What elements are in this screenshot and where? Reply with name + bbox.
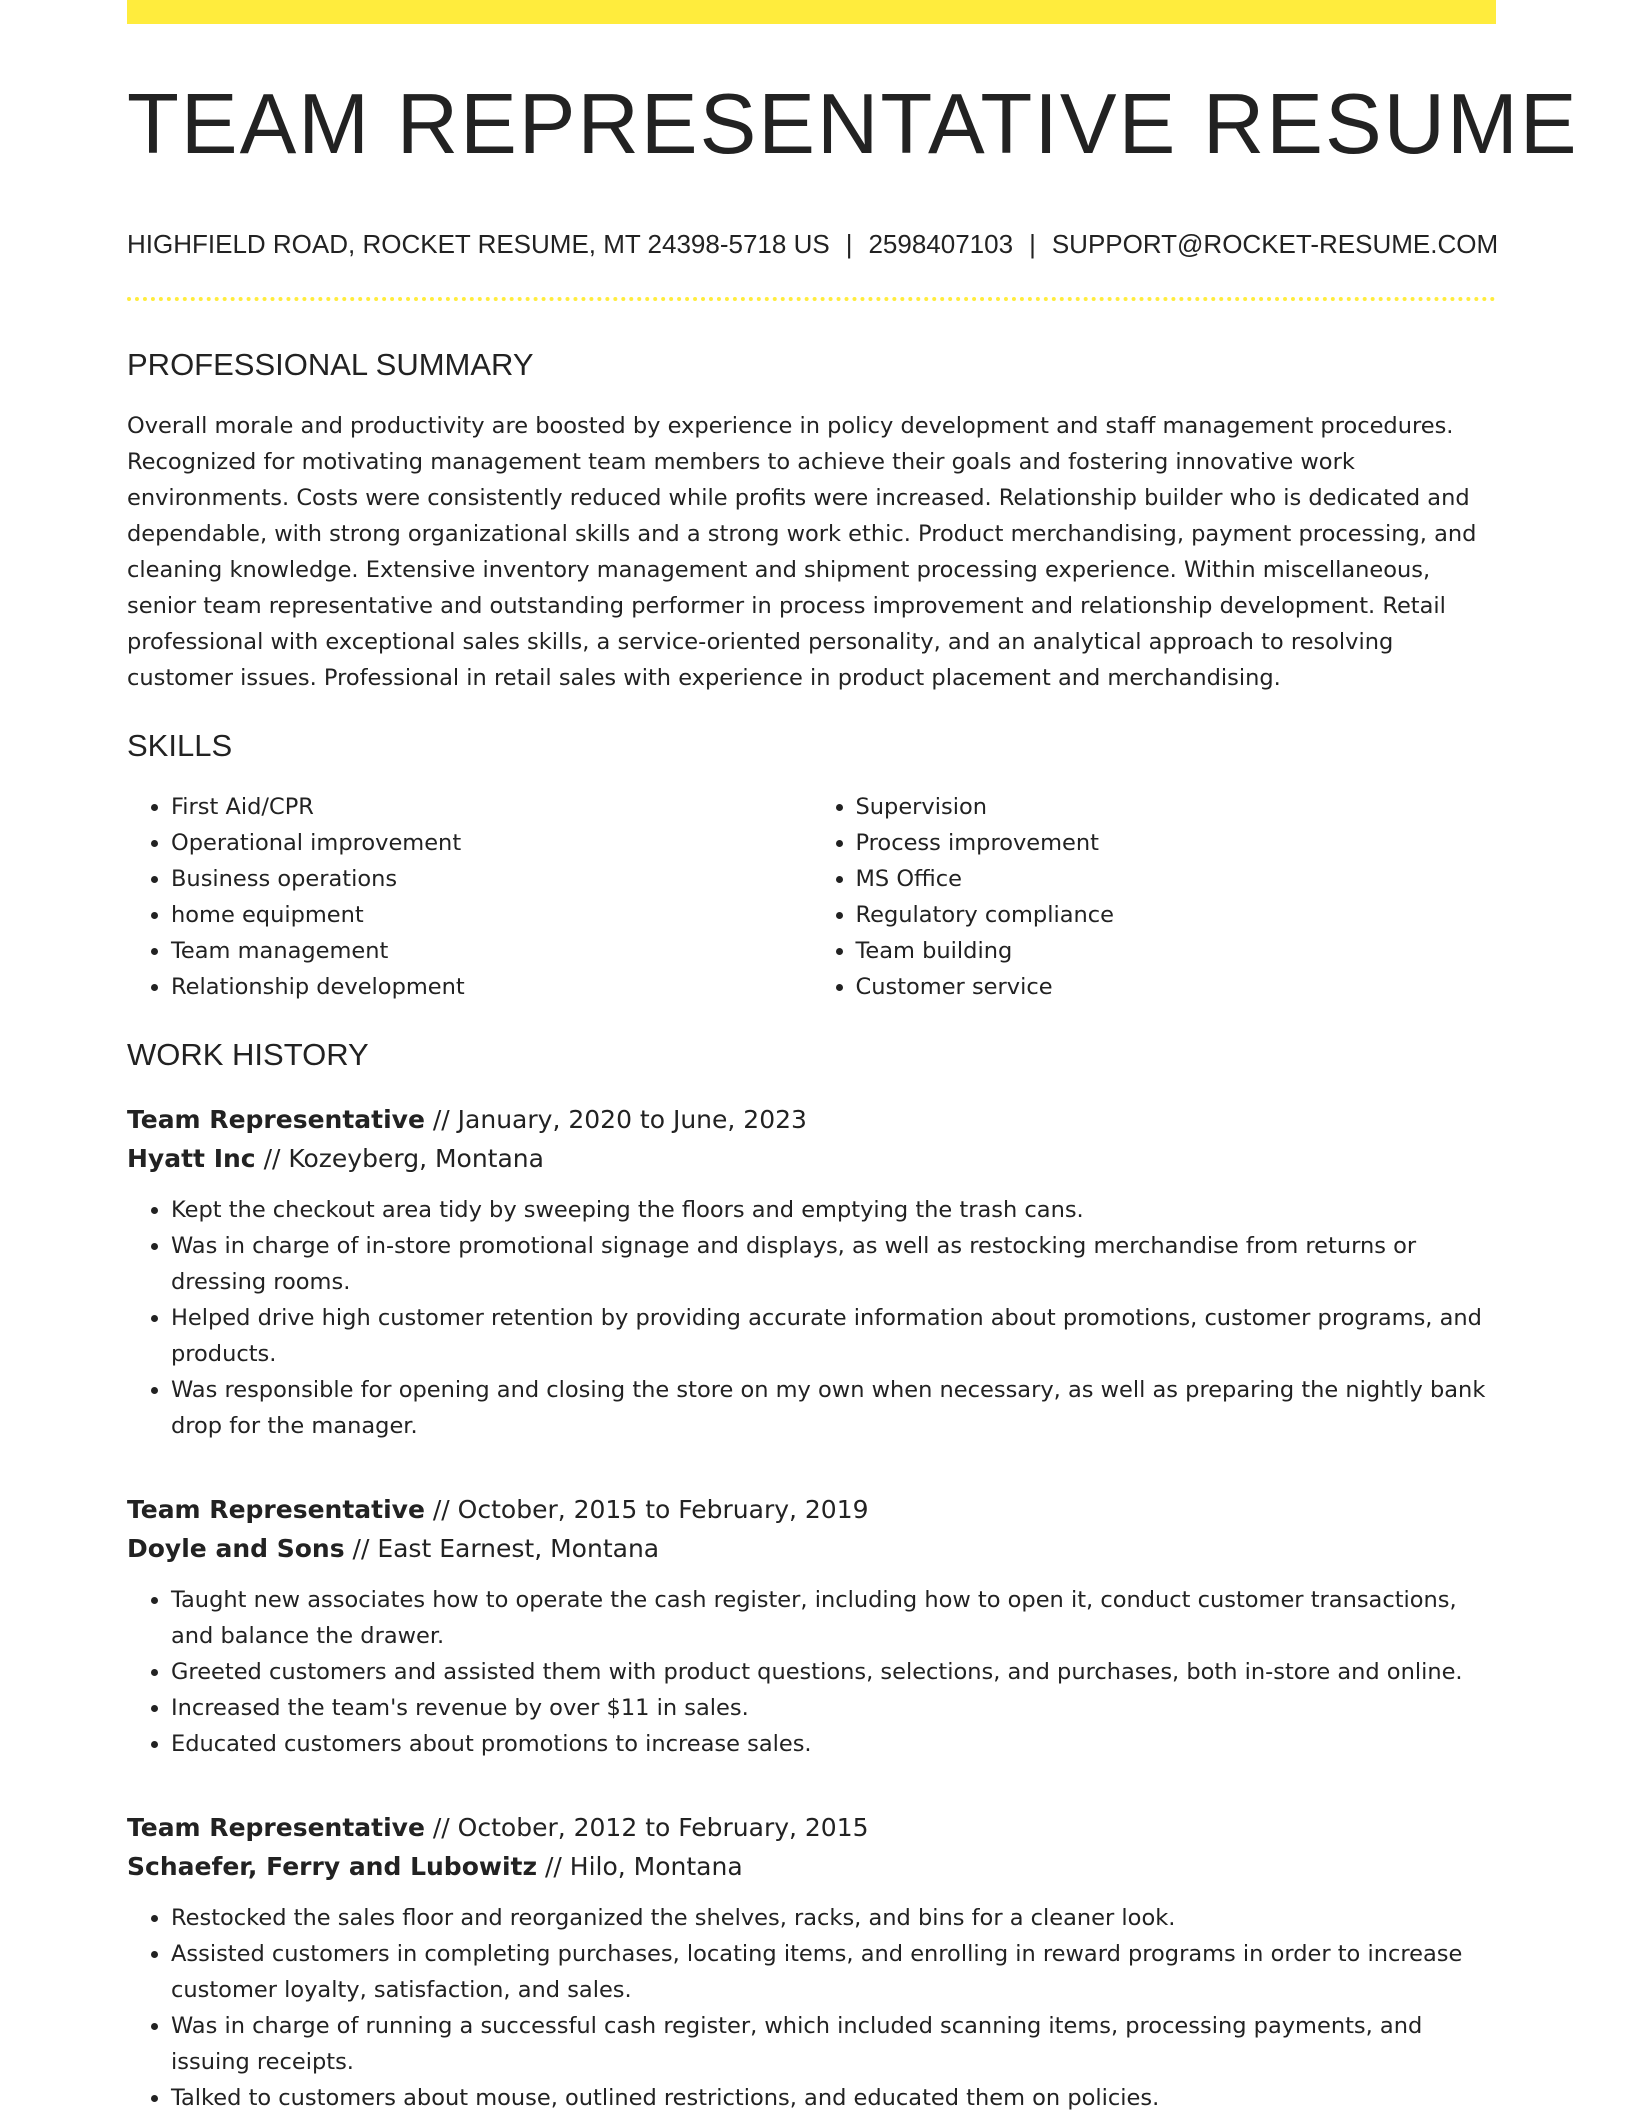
job-company-line [127,1139,1496,1178]
job-bullet: • Helped drive high customer retention by providing accurate information about promotions, customer programs, and products. [171,1300,1496,1372]
job-bullet: • Increased the team's revenue by over $11 in sales. [171,1690,1496,1726]
job-bullets [127,1900,1496,2116]
job-role: Team Representative [127,1495,425,1524]
skill-item: • Relationship development [171,969,812,1005]
skill-item: • MS Office [856,861,1497,897]
summary-heading: PROFESSIONAL SUMMARY [127,347,534,382]
job-company-line [127,1529,1496,1568]
skill-item: • Team management [171,933,812,969]
job-company-line [127,1847,1496,1886]
job-bullet: • Was responsible for opening and closing the store on my own when necessary, as well as preparing the nightly bank drop for the manager. [171,1372,1496,1444]
job-company: Schaefer, Ferry and Lubowitz [127,1852,538,1881]
job-bullet: • Was in charge of running a successful cash register, which included scanning items, processing payments, and issuing receipts. [171,2008,1496,2080]
job-role: Team Representative [127,1813,425,1842]
job-bullet: • Kept the checkout area tidy by sweeping the floors and emptying the trash cans. [171,1192,1496,1228]
job-company: Hyatt Inc [127,1144,256,1173]
work-history-heading: WORK HISTORY [127,1037,369,1072]
accent-bar [127,0,1496,24]
job-bullets [127,1582,1496,1762]
skills-column-right [812,789,1497,1005]
resume-page [127,0,1579,2116]
job-location: // Hilo, Montana [537,1852,743,1881]
skill-item: • Supervision [856,789,1497,825]
job-title-line [127,1100,1496,1139]
job-bullet: • Educated customers about promotions to increase sales. [171,1726,1496,1762]
contact-phone: 2598407103 [868,229,1014,259]
job-bullets [127,1192,1496,1444]
summary-text: Overall morale and productivity are boosted by experience in policy development and staff management procedures. Recognized for motivating management team members to achieve their goals and fostering innovative work environments. Costs were consistently reduced while profits were increased. Relationship builder who is dedicated and dependable, with strong organizational skills and a strong work ethic. Product merchandising, payment processing, and cleaning knowledge. Extensive inventory management and shipment processing experience. Within miscellaneous, senior team representative and outstanding performer in process improvement and relationship development. Retail professional with exceptional sales skills, a service-oriented personality, and an analytical approach to resolving customer issues. Professional in retail sales with experience in product placement and merchandising. [127,413,1477,691]
skill-item: • Regulatory compliance [856,897,1497,933]
job-entry [127,1490,1496,1762]
contact-separator: | [845,229,853,259]
job-entry [127,1100,1496,1444]
job-bullet: • Restocked the sales floor and reorganized the shelves, racks, and bins for a cleaner look. [171,1900,1496,1936]
contact-separator: | [1029,229,1036,259]
dotted-divider [127,297,1496,301]
skill-item: • Customer service [856,969,1497,1005]
job-company: Doyle and Sons [127,1534,345,1563]
job-role: Team Representative [127,1105,425,1134]
contact-line [127,229,1499,259]
skill-item: • Team building [856,933,1497,969]
resume-title: TEAM REPRESENTATIVE RESUME [127,77,1579,172]
skill-item: • First Aid/CPR [171,789,812,825]
skill-item: • Operational improvement [171,825,812,861]
job-bullet: • Talked to customers about mouse, outlined restrictions, and educated them on policies. [171,2080,1496,2116]
job-location: // Kozeyberg, Montana [255,1144,544,1173]
job-dates: // January, 2020 to June, 2023 [424,1105,807,1134]
skills-column-left [127,789,812,1005]
job-dates: // October, 2012 to February, 2015 [424,1813,869,1842]
job-title-line [127,1808,1496,1847]
skill-item: • Process improvement [856,825,1497,861]
skill-item: • home equipment [171,897,812,933]
job-dates: // October, 2015 to February, 2019 [424,1495,869,1524]
skills-heading: SKILLS [127,728,233,763]
job-entry [127,1808,1496,2116]
skill-item: • Business operations [171,861,812,897]
job-bullet: • Was in charge of in-store promotional signage and displays, as well as restocking merchandise from returns or dressing rooms. [171,1228,1496,1300]
job-location: // East Earnest, Montana [344,1534,660,1563]
job-bullet: • Greeted customers and assisted them with product questions, selections, and purchases, both in-store and online. [171,1654,1496,1690]
skills-list [127,789,1496,1005]
contact-email: SUPPORT@ROCKET-RESUME.COM [1051,229,1499,259]
job-bullet: • Assisted customers in completing purchases, locating items, and enrolling in reward programs in order to increase customer loyalty, satisfaction, and sales. [171,1936,1496,2008]
job-title-line [127,1490,1496,1529]
job-bullet: • Taught new associates how to operate the cash register, including how to open it, conduct customer transactions, and balance the drawer. [171,1582,1496,1654]
contact-address: HIGHFIELD ROAD, ROCKET RESUME, MT 24398-5718 US [127,229,830,259]
